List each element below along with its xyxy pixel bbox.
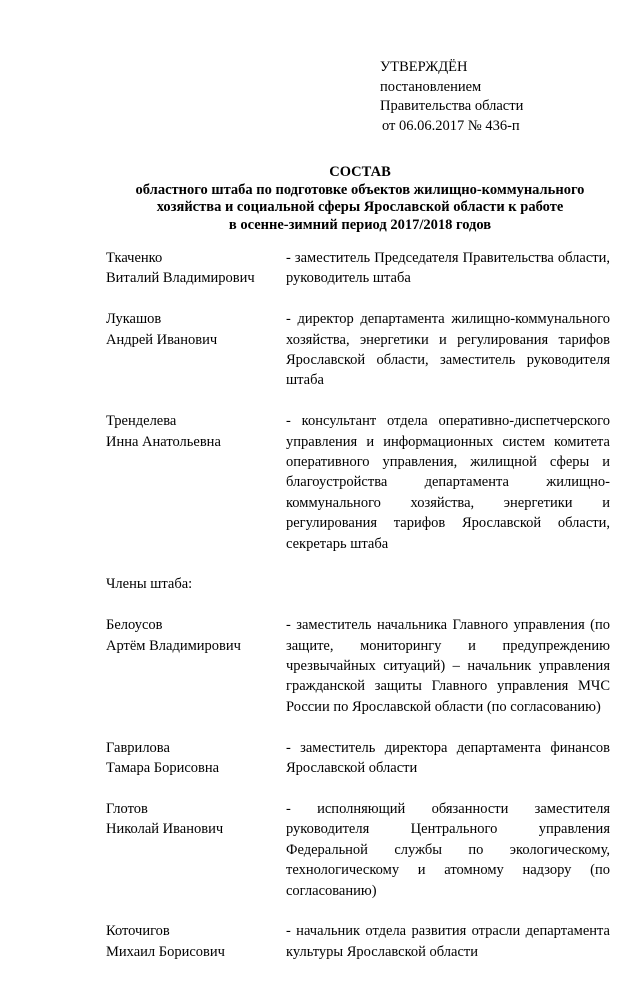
staff-entry [106,248,610,289]
staff-role: - заместитель директора департамента финансов Ярославской области [286,739,610,777]
staff-given-name: Артём Владимирович [106,637,241,654]
staff-surname: Лукашов [106,311,162,328]
staff-surname: Тренделева [106,413,177,430]
staff-name [106,309,286,391]
document-heading [100,164,620,234]
staff-entry [106,921,610,962]
staff-surname: Глотов [106,800,148,817]
staff-name [106,248,286,289]
staff-given-name: Инна Анатольевна [106,433,221,450]
staff-name [106,921,286,962]
staff-role: - исполняющий обязанности заместителя руководителя Центрального управления Федеральной службы по экологическому, технологическому и атомному надзору (по согласованию) [286,800,610,899]
staff-list [106,248,610,983]
approval-line-2: постановлением [380,78,482,95]
staff-entry [106,799,610,901]
staff-surname: Гаврилова [106,739,170,756]
staff-surname: Ткаченко [106,250,163,266]
heading-line-2: хозяйства и социальной сферы Ярославской области к работе [156,199,564,216]
staff-role: - заместитель Председателя Правительства области, руководитель штаба [286,250,610,287]
staff-entry [106,411,610,554]
staff-surname: Белоусов [106,617,163,634]
staff-given-name: Виталий Владимирович [106,270,255,287]
staff-given-name: Андрей Иванович [106,331,218,348]
heading-line-3: в осенне-зимний период 2017/2018 годов [228,216,492,233]
staff-entry [106,738,610,779]
staff-given-name: Михаил Борисович [106,943,225,960]
heading-title: СОСТАВ [329,164,391,180]
heading-line-1: областного штаба по подготовке объектов жилищно-коммунального [135,181,585,198]
staff-surname: Коточигов [106,923,170,940]
staff-name [106,799,286,901]
staff-name [106,411,286,554]
staff-role: - начальник отдела развития отрасли департамента культуры Ярославской области [286,923,610,960]
approval-line-3: Правительства области [380,98,524,114]
staff-entry [106,615,610,717]
staff-role: - заместитель начальника Главного управления (по защите, мониторингу и предупреждению чрезвычайных ситуаций) – начальник управления гражданской защиты Главного управления МЧС России по Ярославской области (по согласованию) [286,617,610,715]
approval-line-1: УТВЕРЖДЁН [380,59,468,75]
staff-name [106,615,286,717]
staff-role: - консультант отдела оперативно-диспетчерского управления и информационных систем комитета оперативного управления, жилищной сферы и благоустройства департамента жилищно-коммунального хозяйства, энергетики и регулирования тарифов Ярославской области, секретарь штаба [286,413,610,552]
staff-role: - директор департамента жилищно-коммунального хозяйства, энергетики и регулирования тарифов Ярославской области, заместитель руководителя штаба [286,311,610,389]
approval-line-4: от 06.06.2017 № 436-п [382,117,520,134]
staff-name [106,738,286,779]
approval-stamp [380,58,523,136]
staff-given-name: Николай Иванович [106,821,224,838]
staff-given-name: Тамара Борисовна [106,760,220,777]
staff-entry [106,309,610,391]
members-label: Члены штаба: [106,576,193,593]
